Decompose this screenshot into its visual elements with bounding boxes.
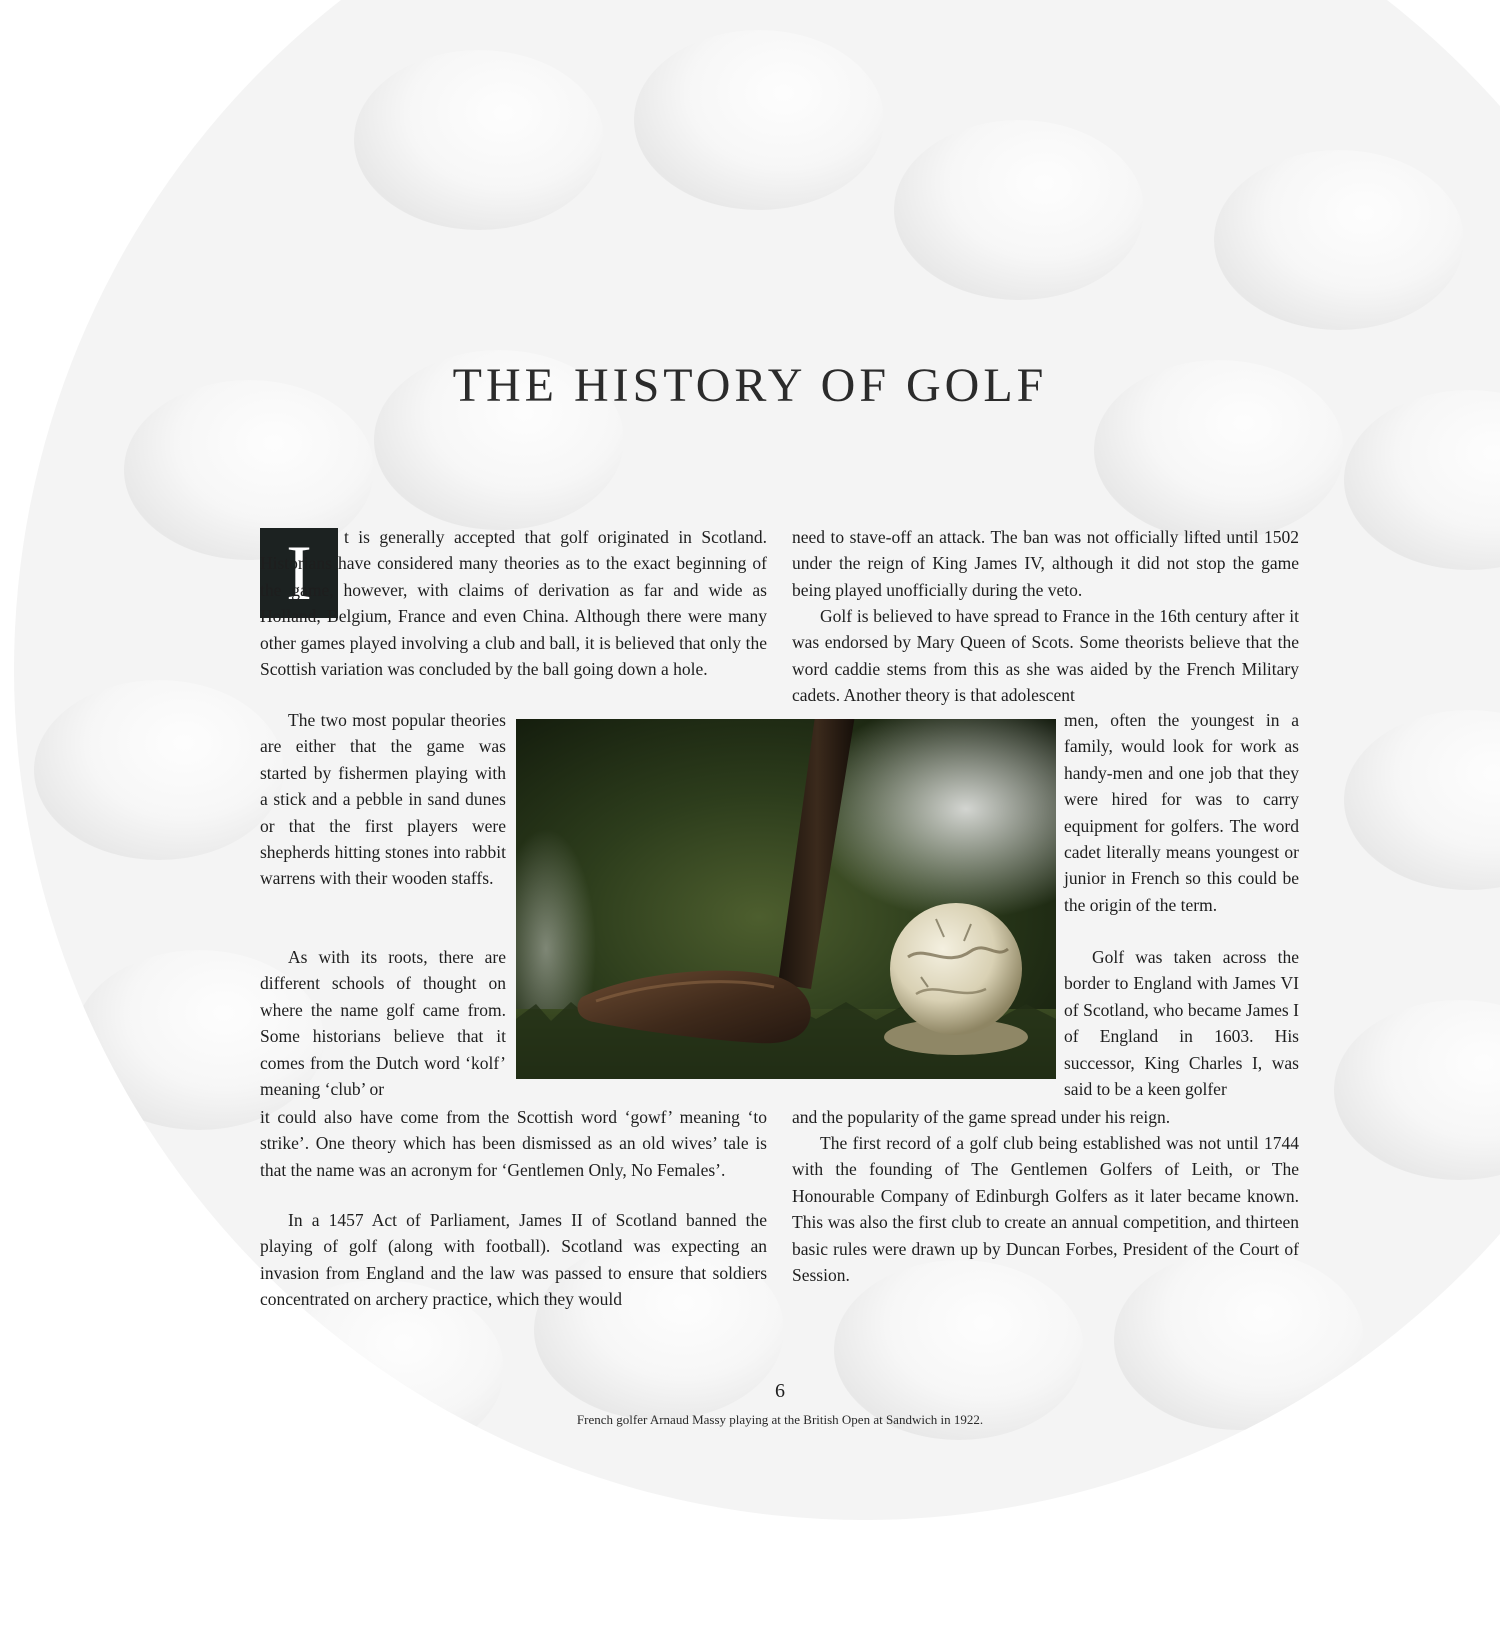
left-paragraph-3b: it could also have come from the Scottish word ‘gowf’ meaning ‘to strike’. One theory which has been dismissed as an old wives’ tale is that the name was an acronym for ‘Gentlemen Only, No Females’.: [260, 1107, 767, 1180]
right-paragraph-2b: men, often the youngest in a family, would look for work as handy-men and one job that they were hired for was to carry equipment for golfers. The word cadet literally means youngest or junior in French so this could be the origin of the term.: [1064, 710, 1299, 915]
ball-dimple: [1214, 150, 1464, 330]
ball-dimple: [1344, 710, 1500, 890]
left-paragraph-3a: As with its roots, there are different schools of thought on where the name golf came from. Some historians believe that it comes from the Dutch word ‘kolf’ meaning ‘club’ or: [260, 947, 506, 1100]
photo-caption: French golfer Arnaud Massy playing at the British Open at Sandwich in 1922.: [576, 1412, 984, 1427]
left-paragraph-1: t is generally accepted that golf originated in Scotland. Historians have considered many theories as to the exact beginning of the game, however, with claims of derivation as far and wide as Holland, Belgium, France and even China. Although there were many other games played involving a club and ball, it is believed that only the Scottish variation was concluded by the ball going down a hole.: [260, 527, 767, 680]
left-paragraph-2: The two most popular theories are either that the game was started by fishermen playing with a stick and a pebble in sand dunes or that the first players were shepherds hitting stones into rabbit warrens with their wooden staffs.: [260, 710, 506, 889]
right-paragraph-4: The first record of a golf club being established was not until 1744 with the founding of The Gentlemen Golfers of Leith, or The Honourable Company of Edinburgh Golfers as it later became known. This was also the first club to create an annual competition, and thirteen basic rules were drawn up by Duncan Forbes, President of the Court of Session.: [792, 1133, 1299, 1286]
ball-dimple: [634, 30, 884, 210]
right-paragraph-1: need to stave-off an attack. The ban was not officially lifted until 1502 under the reign of King James IV, although it did not stop the game being played unofficially during the veto.: [792, 527, 1299, 600]
ball-dimple: [34, 680, 284, 860]
ball-dimple: [1344, 390, 1500, 570]
right-paragraph-3b: and the popularity of the game spread under his reign.: [792, 1107, 1171, 1127]
right-paragraph-3a: Golf was taken across the border to England with James VI of Scotland, who became James I of England in 1603. His successor, King Charles I, was said to be a keen golfer: [1064, 947, 1299, 1100]
right-paragraph-2a: Golf is believed to have spread to France in the 16th century after it was endorsed by Mary Queen of Scots. Some theorists believe that the word caddie stems from this as she was aided by the French Military cadets. Another theory is that adolescent: [792, 606, 1299, 706]
left-paragraph-4: In a 1457 Act of Parliament, James II of Scotland banned the playing of golf (along with football). Scotland was expecting an invasion from England and the law was passed to ensure that soldiers concentrated on archery practice, which they would: [260, 1210, 767, 1310]
ball-dimple: [354, 50, 604, 230]
ball-dimple: [894, 120, 1144, 300]
page-title: THE HISTORY OF GOLF: [452, 359, 1048, 412]
page-number: 6: [775, 1380, 785, 1402]
drop-cap: I: [260, 528, 338, 618]
golf-photo: [516, 719, 1056, 1079]
golf-club-and-ball-image: [516, 719, 1056, 1079]
ball-dimple: [1334, 1000, 1500, 1180]
